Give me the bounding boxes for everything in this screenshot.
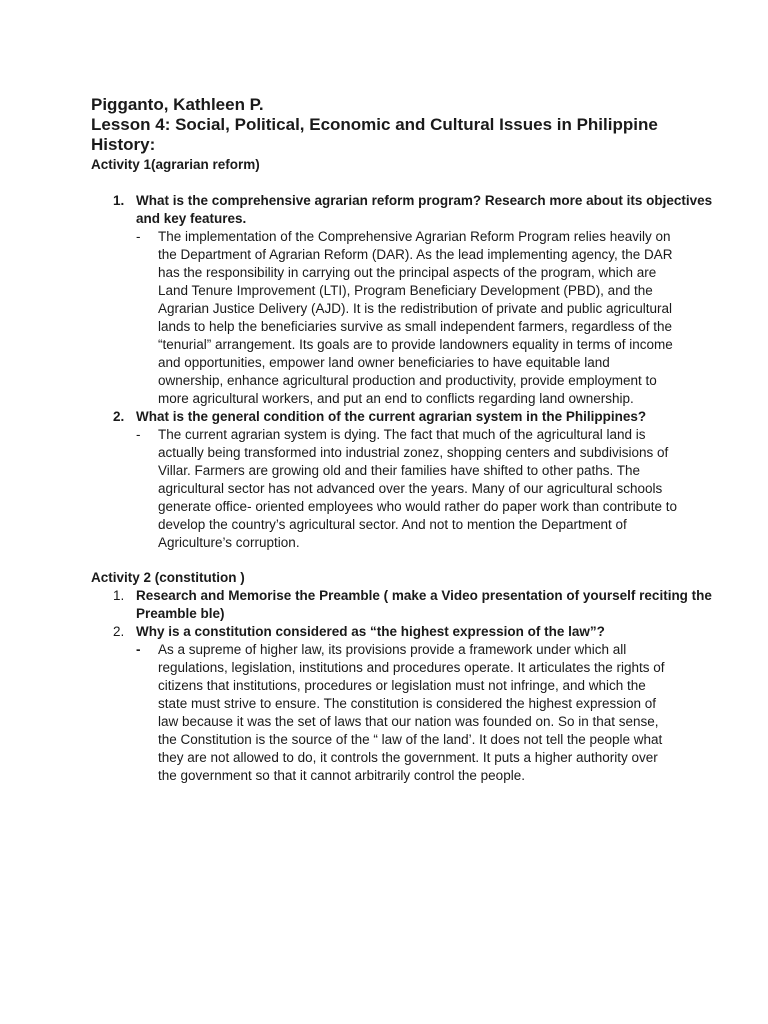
question-text: What is the comprehensive agrarian reform program? Research more about its objectives and key features. xyxy=(136,193,713,226)
question-text: Research and Memorise the Preamble ( make a Video presentation of yourself reciting the Preamble ble) xyxy=(136,588,712,621)
question-number: 2. xyxy=(113,624,125,639)
activity-1-question-2 xyxy=(91,408,721,552)
answer-block xyxy=(136,426,721,552)
answer-text: The current agrarian system is dying. The fact that much of the agricultural land is actually being transformed into industrial zonez, shopping centers and subdivisions of Villar. Farmers are growing old and their families have shifted to other paths. The agricultural sector has not advanced over the years. Many of our agricultural schools generate office- oriented employees who would rather do paper work than contribute to develop the country’s agricultural sector. And not to mention the Department of Agriculture’s corruption. xyxy=(158,427,678,550)
activity-1-question-1 xyxy=(91,192,721,408)
answer-block xyxy=(136,641,721,785)
author-name: Pigganto, Kathleen P. xyxy=(91,95,264,114)
answer-block xyxy=(136,228,721,408)
question-text: Why is a constitution considered as “the highest expression of the law”? xyxy=(136,624,605,639)
question-number: 2. xyxy=(113,409,125,424)
activity-1-questions xyxy=(91,192,721,552)
activity-1-title: Activity 1(agrarian reform) xyxy=(91,157,260,172)
answer-text: The implementation of the Comprehensive Agrarian Reform Program relies heavily on the Department of Agrarian Reform (DAR). As the lead implementing agency, the DAR has the responsibility in carrying out the principal aspects of the program, which are Land Tenure Improvement (LTI), Program Beneficiary Development (PBD), and the Agrarian Justice Delivery (AJD). It is the redistribution of private and public agricultural lands to help the beneficiaries survive as small independent farmers, regardless of the “tenurial” arrangement. Its goals are to provide landowners equality in terms of income and opportunities, empower land owner beneficiaries to have equitable land ownership, enhance agricultural production and productivity, provide employment to more agricultural workers, and put an end to conflicts regarding land ownership. xyxy=(158,229,673,406)
lesson-title: Lesson 4: Social, Political, Economic and Cultural Issues in Philippine History: xyxy=(91,115,658,154)
activity-2-question-1 xyxy=(91,587,721,623)
question-number: 1. xyxy=(113,193,125,208)
dash-bullet: - xyxy=(136,642,141,657)
dash-bullet: - xyxy=(136,229,141,244)
activity-2-title: Activity 2 (constitution ) xyxy=(91,570,245,585)
answer-text: As a supreme of higher law, its provisions provide a framework under which all regulations, legislation, institutions and procedures operate. It articulates the rights of citizens that institutions, procedures or legislation must not infringe, and which the state must strive to ensure. The constitution is considered the highest expression of law because it was the set of laws that our nation was founded on. So in that sense, the Constitution is the source of the “ law of the land’. It does not tell the people what they are not allowed to do, it controls the government. It puts a higher authority over the government so that it cannot arbitrarily control the people. xyxy=(158,642,665,783)
question-text: What is the general condition of the current agrarian system in the Philippines? xyxy=(136,409,647,424)
dash-bullet: - xyxy=(136,427,141,442)
activity-2-question-2 xyxy=(91,623,721,785)
activity-2-questions xyxy=(91,587,721,785)
question-number: 1. xyxy=(113,588,125,603)
document-page xyxy=(91,95,721,785)
